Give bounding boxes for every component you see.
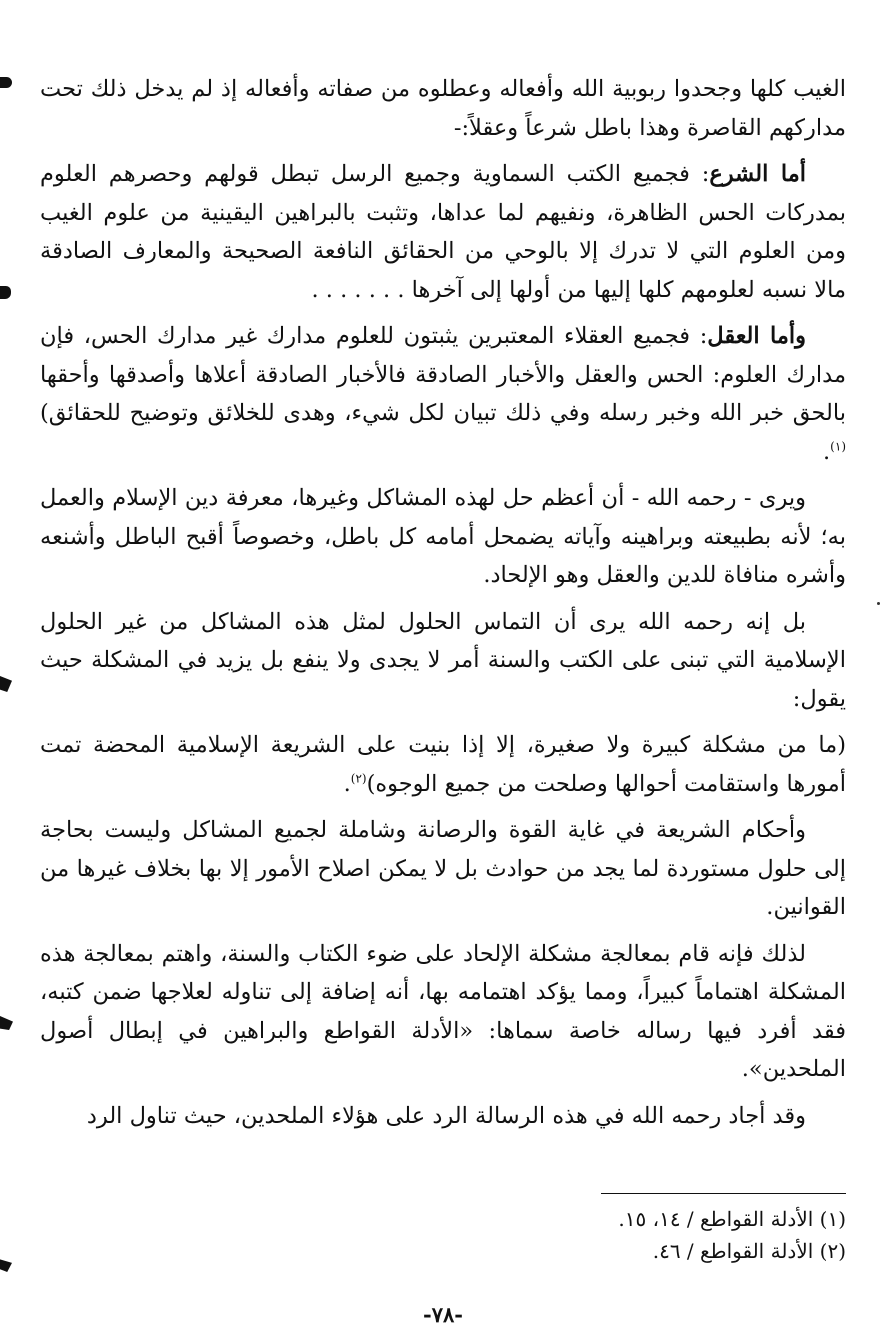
footnote-1: (١) الأدلة القواطع / ١٤، ١٥. xyxy=(618,1207,846,1231)
scan-edge-mark xyxy=(0,77,12,88)
scan-edge-mark xyxy=(0,1258,12,1272)
paragraph-6 xyxy=(40,726,846,803)
paragraph-5: بل إنه رحمه الله يرى أن التماس الحلول لمثل هذه المشاكل من غير الحلول الإسلامية التي تبنى على الكتب والسنة أمر لا يجدى ولا ينفع بل يزيد في المشكلة حيث يقول: xyxy=(40,608,846,712)
paragraph-1: الغيب كلها وجحدوا ربوبية الله وأفعاله وعطلوه من صفاته وأفعاله إذ لم يدخل ذلك تحت مداركهم القاصرة وهذا باطل شرعاً وعقلاً:- xyxy=(40,76,846,141)
paragraph-3-text: : فجميع العقلاء المعتبرين يثبتون للعلوم مدارك غير مدارك الحس، فإن مدارك العلوم: الحس والعقل والأخبار الصادقة فالأخبار الصادقة أعلاها وأصدقها وأحقها بالحق خبر الله وخبر رسله وفي ذلك تبيان لكل شيء، وهدى للخلائق وتوضيح للحقائق) xyxy=(40,323,846,426)
paragraph-2 xyxy=(40,155,846,309)
paragraph-9: وقد أجاد رحمه الله في هذه الرسالة الرد على هؤلاء الملحدين، حيث تناول الرد xyxy=(86,1102,806,1129)
scan-edge-mark xyxy=(0,1016,13,1030)
scan-edge-mark xyxy=(0,286,11,299)
footnote-ref-2: (٢) xyxy=(350,771,367,785)
paragraph-8: لذلك فإنه قام بمعالجة مشكلة الإلحاد على ضوء الكتاب والسنة، واهتم بمعالجة هذه المشكلة اهتماماً كبيراً، ومما يؤكد اهتمامه بها، أنه إضافة إلى تناوله لعلاجها ضمن كتبه، فقد أفرد فيها رساله خاصة سماها: «الأدلة القواطع والبراهين في إبطال أصول الملحدين». xyxy=(40,940,846,1082)
paragraph-6-text: (ما من مشكلة كبيرة ولا صغيرة، إلا إذا بنيت على الشريعة الإسلامية المحضة تمت أمورها واستقامت أحوالها وصلحت من جميع الوجوه) xyxy=(40,732,846,797)
paragraph-7: وأحكام الشريعة في غاية القوة والرصانة وشاملة لجميع المشاكل وليست بحاجة إلى حلول مستوردة لما يجد من حوادث بل لا يمكن اصلاح الأمور إلا بها بخلاف غيرها من القوانين. xyxy=(40,817,846,920)
paragraph-2-text: : فجميع الكتب السماوية وجميع الرسل تبطل قولهم وحصرهم العلوم بمدركات الحس الظاهرة، ونفيهم لما عداها، وتثبت بالبراهين اليقينية من علوم الغيب ومن العلوم التي لا تدرك إلا بالوحي من الحقائق النافعة الصحيحة والمعارف الصادقة مالا نسبه لعلومهم كلها إليها من أولها إلى آخرها . . . . . . . xyxy=(40,161,846,303)
scan-speck xyxy=(877,602,880,605)
paragraph-4: ويرى - رحمه الله - أن أعظم حل لهذه المشاكل وغيرها، معرفة دين الإسلام والعمل به؛ لأنه بطبيعته وبراهينه وآياته يضمحل أمامه كل باطل، وخصوصاً أقبح الباطل وأشنعه وأشره منافاة للدين والعقل وهو الإلحاد. xyxy=(40,485,846,588)
footnote-separator xyxy=(601,1193,846,1194)
paragraph-3 xyxy=(40,317,846,471)
footnote-2: (٢) الأدلة القواطع / ٤٦. xyxy=(652,1239,846,1263)
paragraph-3-lead: وأما العقل xyxy=(707,323,806,349)
paragraph-6-end: . xyxy=(343,770,351,797)
footnote-ref-1: (١) xyxy=(830,439,846,453)
paragraph-2-lead: أما الشرع xyxy=(709,161,806,187)
scan-edge-mark xyxy=(0,676,12,692)
page-number: -٧٨- xyxy=(423,1302,463,1327)
footnotes xyxy=(440,1203,846,1267)
paragraph-3-end: . xyxy=(823,438,831,465)
body-text xyxy=(40,70,846,1143)
